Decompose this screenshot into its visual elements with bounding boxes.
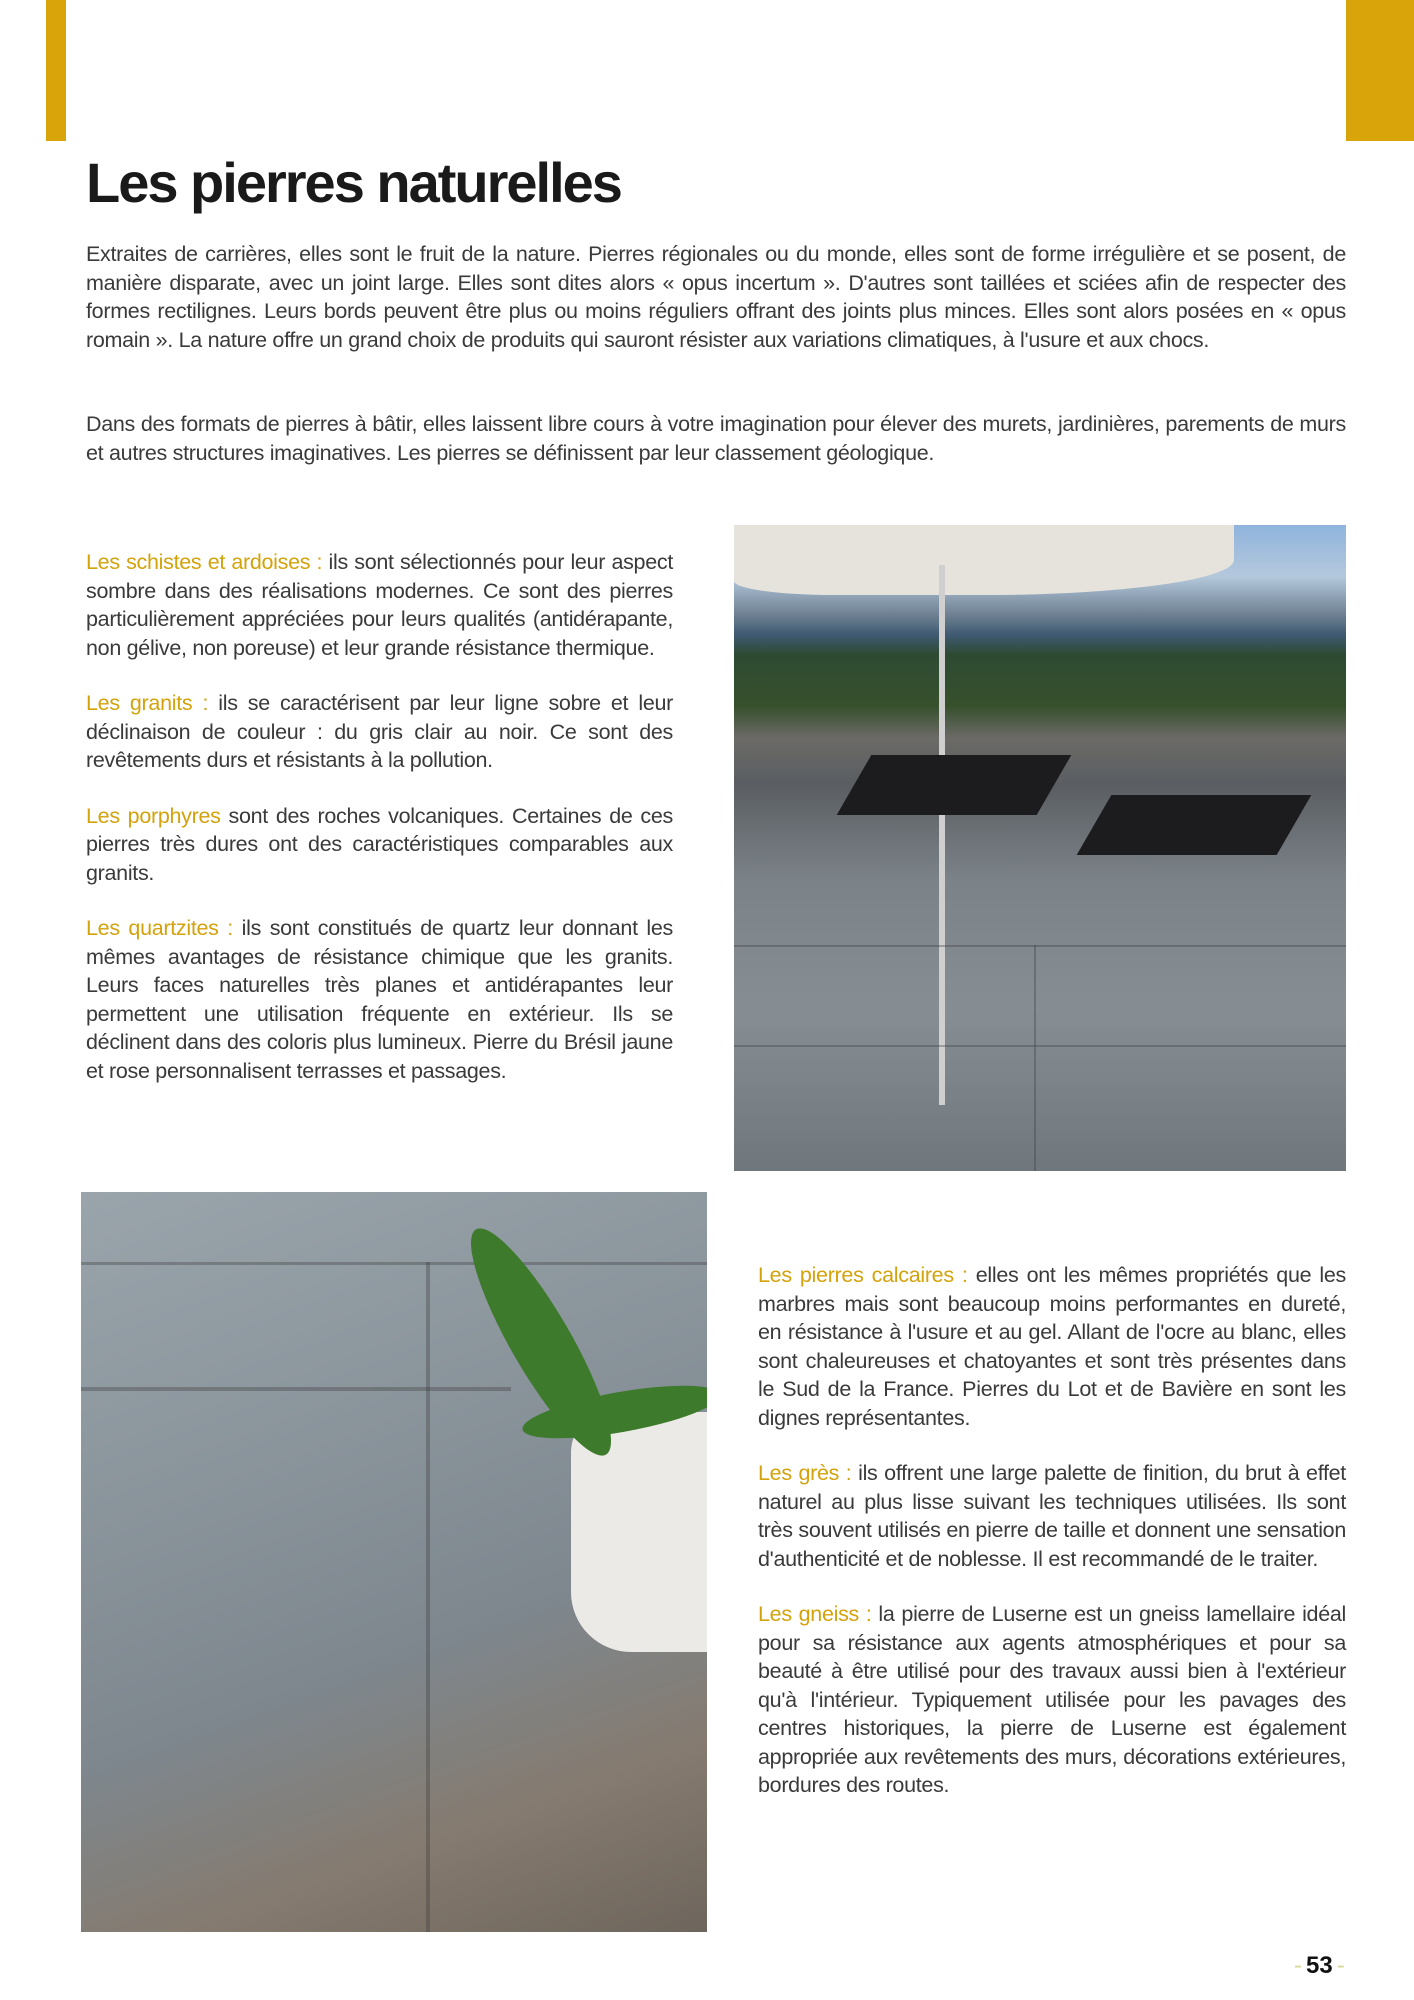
section-text: ils se caractérisent par leur ligne sobre et leur déclinaison de couleur : du gris clair au noir. Ce sont des revêtements durs et résistants à la pollution.: [86, 691, 674, 772]
section-quartzites: [86, 914, 673, 1085]
lounge-chair: [1077, 795, 1312, 855]
section-term: Les granits :: [86, 691, 209, 715]
paving-joint: [81, 1387, 511, 1391]
paving-joint: [734, 945, 1346, 947]
section-term: Les schistes et ardoises :: [86, 550, 323, 574]
section-term: Les grès :: [758, 1461, 852, 1485]
section-porphyres: [86, 802, 673, 888]
page-title: Les pierres naturelles: [86, 151, 621, 214]
paving-joint: [734, 1045, 1346, 1047]
intro-paragraph: Dans des formats de pierres à bâtir, elles laissent libre cours à votre imagination pour élever des murets, jardinières, parements de murs et autres structures imaginatives. Les pierres se définissent par leur classement géologique.: [86, 412, 1346, 465]
section-term: Les quartzites :: [86, 916, 233, 940]
page-number: [1290, 1952, 1349, 1980]
accent-bar-right: [1346, 0, 1414, 141]
section-gneiss: [758, 1600, 1346, 1800]
section-text: ils sont constitués de quartz leur donnant les mêmes avantages de résistance chimique que les granits. Leurs faces naturelles très planes et antidérapantes leur permettent une utilisation fréquente en extérieur. Ils se déclinent dans des coloris plus lumineux. Pierre du Brésil jaune et rose personnalisent terrasses et passages.: [86, 916, 673, 1083]
patio-plant-photo: [81, 1192, 707, 1932]
section-calcaires: [758, 1261, 1346, 1432]
section-text: ils sont sélectionnés pour leur aspect sombre dans des réalisations modernes. Ce sont des pierres particulièrement appréciées pour leurs qualités (antidérapante, non gélive, non poreuse) et leur grande résistance thermique.: [86, 550, 673, 660]
parasol-pole: [939, 565, 945, 1105]
parasol: [734, 525, 1234, 595]
page-dash: -: [1336, 1952, 1345, 1979]
paving-joint: [81, 1262, 707, 1265]
page-dash: -: [1294, 1952, 1302, 1979]
lounge-chair: [837, 755, 1072, 815]
section-text: la pierre de Luserne est un gneiss lamellaire idéal pour sa résistance aux agents atmosphériques et pour sa beauté à être utilisé pour des travaux aussi bien à l'extérieur qu'à l'intérieur. Typiquement utilisée pour les pavages des centres historiques, la pierre de Luserne est également appropriée aux revêtements des murs, décorations extérieures, bordures des routes.: [758, 1602, 1346, 1797]
accent-bar-left: [46, 0, 66, 141]
section-term: Les pierres calcaires :: [758, 1263, 968, 1287]
page-number-value: 53: [1306, 1952, 1333, 1979]
intro-paragraph: Extraites de carrières, elles sont le fruit de la nature. Pierres régionales ou du monde, elles sont de forme irrégulière et se posent, de manière disparate, avec un joint large. Elles sont dites alors « opus incertum ». D'autres sont taillées et sciées afin de respecter des formes rectilignes. Leurs bords peuvent être plus ou moins réguliers offrant des joints plus minces. Elles sont alors posées en « opus romain ». La nature offre un grand choix de produits qui sauront résister aux variations climatiques, à l'usure et aux chocs.: [86, 242, 1346, 352]
right-column: [758, 1261, 1346, 1827]
section-term: Les gneiss :: [758, 1602, 872, 1626]
paving-joint: [1034, 945, 1036, 1171]
paving-joint: [426, 1262, 430, 1932]
section-text: ils offrent une large palette de finition, du brut à effet naturel au plus lisse suivant les techniques utilisées. Ils sont très souvent utilisés en pierre de taille et donnent une sensation d'authenticité et de noblesse. Il est recommandé de le traiter.: [758, 1461, 1346, 1571]
left-column: [86, 548, 673, 1112]
section-text: elles ont les mêmes propriétés que les marbres mais sont beaucoup moins performantes en dureté, en résistance à l'usure et au gel. Allant de l'ocre au blanc, elles sont chaleureuses et chatoyantes et sont très présentes dans le Sud de la France. Pierres du Lot et de Bavière en sont les dignes représentantes.: [758, 1263, 1346, 1430]
section-text: sont des roches volcaniques. Certaines de ces pierres très dures ont des caractéristiques comparables aux granits.: [86, 803, 673, 885]
terrace-photo: [734, 525, 1346, 1171]
section-granits: [86, 689, 673, 775]
section-term: Les porphyres: [86, 803, 221, 828]
section-schistes: [86, 548, 673, 662]
section-gres: [758, 1459, 1346, 1573]
